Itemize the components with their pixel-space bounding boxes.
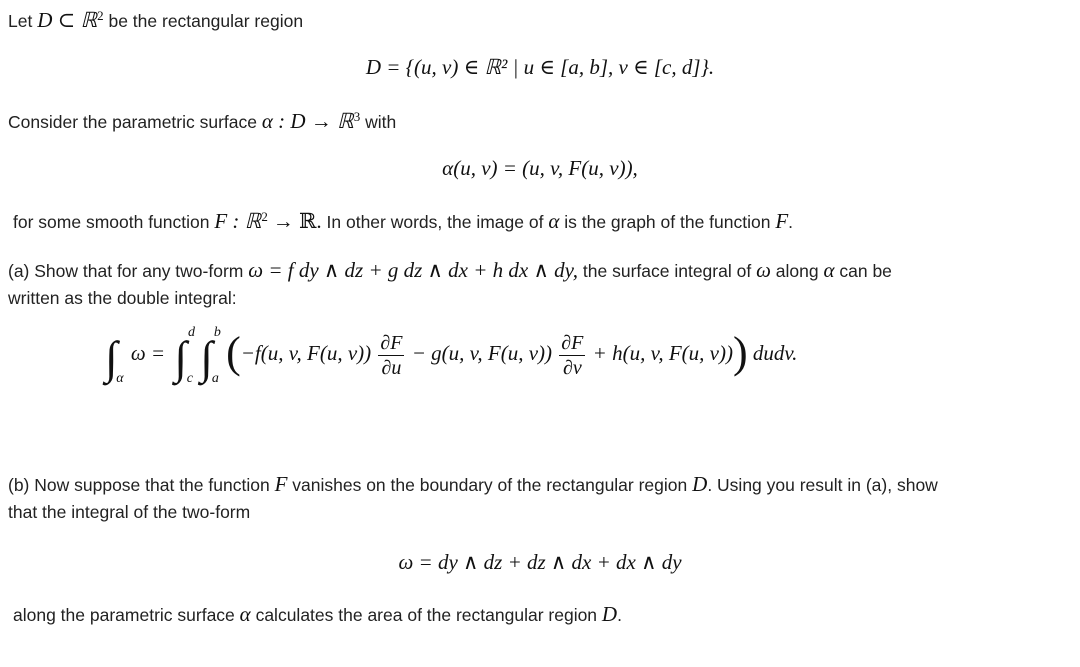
smooth-text-c: is the graph of the function: [564, 211, 771, 232]
partial-F-numerator-2: ∂F: [561, 331, 584, 354]
r2-superscript: 2: [97, 8, 104, 23]
upper-limit-b: b: [213, 325, 221, 340]
integral-subscript-alpha: α: [116, 371, 124, 386]
integral-sign-outer: ∫: [174, 332, 187, 383]
D-symbol-b: D: [692, 472, 708, 496]
outer-integral: [174, 325, 195, 386]
part-a-label: (a) Show that for any two-form: [8, 261, 244, 281]
F-symbol: F: [775, 208, 789, 233]
part-b-text-b: vanishes on the boundary of the rectangular region: [292, 475, 688, 495]
two-form-expression: ω = f dy ∧ dz + g dz ∧ dx + h dx ∧ dy,: [248, 258, 579, 282]
smooth-text-a: for some smooth function: [13, 211, 210, 232]
D-symbol-last: D: [601, 602, 618, 626]
part-a-line1: [8, 260, 892, 281]
inner-integral: [200, 325, 221, 386]
smooth-period: .: [788, 211, 794, 232]
smooth-function-line: [13, 210, 793, 232]
surface-definition: α(u, v) = (u, v, F(u, v)),: [442, 156, 638, 180]
part-a-line2-text: written as the double integral:: [8, 288, 237, 308]
alpha-symbol: α: [548, 208, 560, 233]
alpha-symbol-last: α: [239, 602, 251, 626]
part-b-label: (b) Now suppose that the function: [8, 475, 270, 495]
conclusion-text-a: along the parametric surface: [13, 605, 235, 625]
differential-dudv: dudv.: [752, 340, 798, 365]
part-a-text-d: can be: [839, 261, 892, 281]
surface-intro-line: [8, 110, 396, 132]
function-arrow: → ℝ.: [272, 208, 322, 233]
region-definition: D = {(u, v) ∈ ℝ² | u ∈ [a, b], v ∈ [c, d]}.: [365, 55, 715, 79]
integral-sign: ∫: [105, 332, 118, 383]
intro-let: Let: [8, 10, 33, 31]
lower-limit-a: a: [211, 371, 219, 386]
smooth-text-b: In other words, the image of: [326, 211, 544, 232]
surface-with: with: [365, 111, 397, 132]
partial-F-numerator-1: ∂F: [380, 331, 403, 354]
conclusion-text-b: calculates the area of the rectangular region: [255, 605, 598, 625]
part-b-text-c: . Using you result in (a), show: [707, 475, 938, 495]
r2-sup-function: 2: [261, 209, 268, 224]
part-b-line2: [8, 504, 250, 522]
integral-sign-inner: ∫: [200, 332, 213, 383]
intro-line: [8, 9, 303, 31]
function-map: F : ℝ: [214, 208, 262, 233]
left-paren: (: [226, 328, 241, 377]
region-definition-equation: [0, 57, 1080, 78]
surface-equation: [0, 158, 1080, 179]
part-a-line2: [8, 290, 237, 308]
right-paren: ): [732, 328, 748, 377]
partial-F-u: [378, 333, 404, 378]
part-a-text-c: along: [775, 261, 819, 281]
partial-F-v: [559, 333, 585, 378]
intro-rest: be the rectangular region: [108, 10, 304, 31]
integrand-term2: − g(u, v, F(u, v)): [411, 340, 553, 365]
part-b-line2-text: that the integral of the two-form: [8, 502, 251, 522]
alpha-symbol-a: α: [823, 258, 835, 282]
part-b-line1: [8, 474, 938, 495]
subset-expression: D ⊂ ℝ: [37, 7, 98, 32]
double-integral-equation: [105, 325, 798, 402]
r3-superscript: 3: [353, 109, 361, 124]
conclusion-line: [13, 604, 622, 625]
lower-limit-c: c: [186, 371, 193, 386]
surface-map: α : D → ℝ: [261, 108, 354, 133]
partial-u-denominator: ∂u: [381, 356, 402, 379]
integrand-term1: −f(u, v, F(u, v)): [240, 340, 372, 365]
partial-v-denominator: ∂v: [562, 356, 582, 379]
two-form-equation: [0, 552, 1080, 573]
part-a-text-b: the surface integral of: [582, 261, 752, 281]
conclusion-period: .: [617, 605, 622, 625]
surface-intro-text: Consider the parametric surface: [8, 111, 257, 132]
two-form-definition: ω = dy ∧ dz + dz ∧ dx + dx ∧ dy: [398, 550, 682, 574]
surface-integral: [105, 332, 124, 386]
lhs-omega: ω =: [130, 340, 166, 365]
integrand-term3: + h(u, v, F(u, v)): [592, 340, 733, 365]
omega-symbol: ω: [756, 258, 771, 282]
upper-limit-d: d: [187, 325, 195, 340]
F-symbol-b: F: [274, 472, 288, 496]
